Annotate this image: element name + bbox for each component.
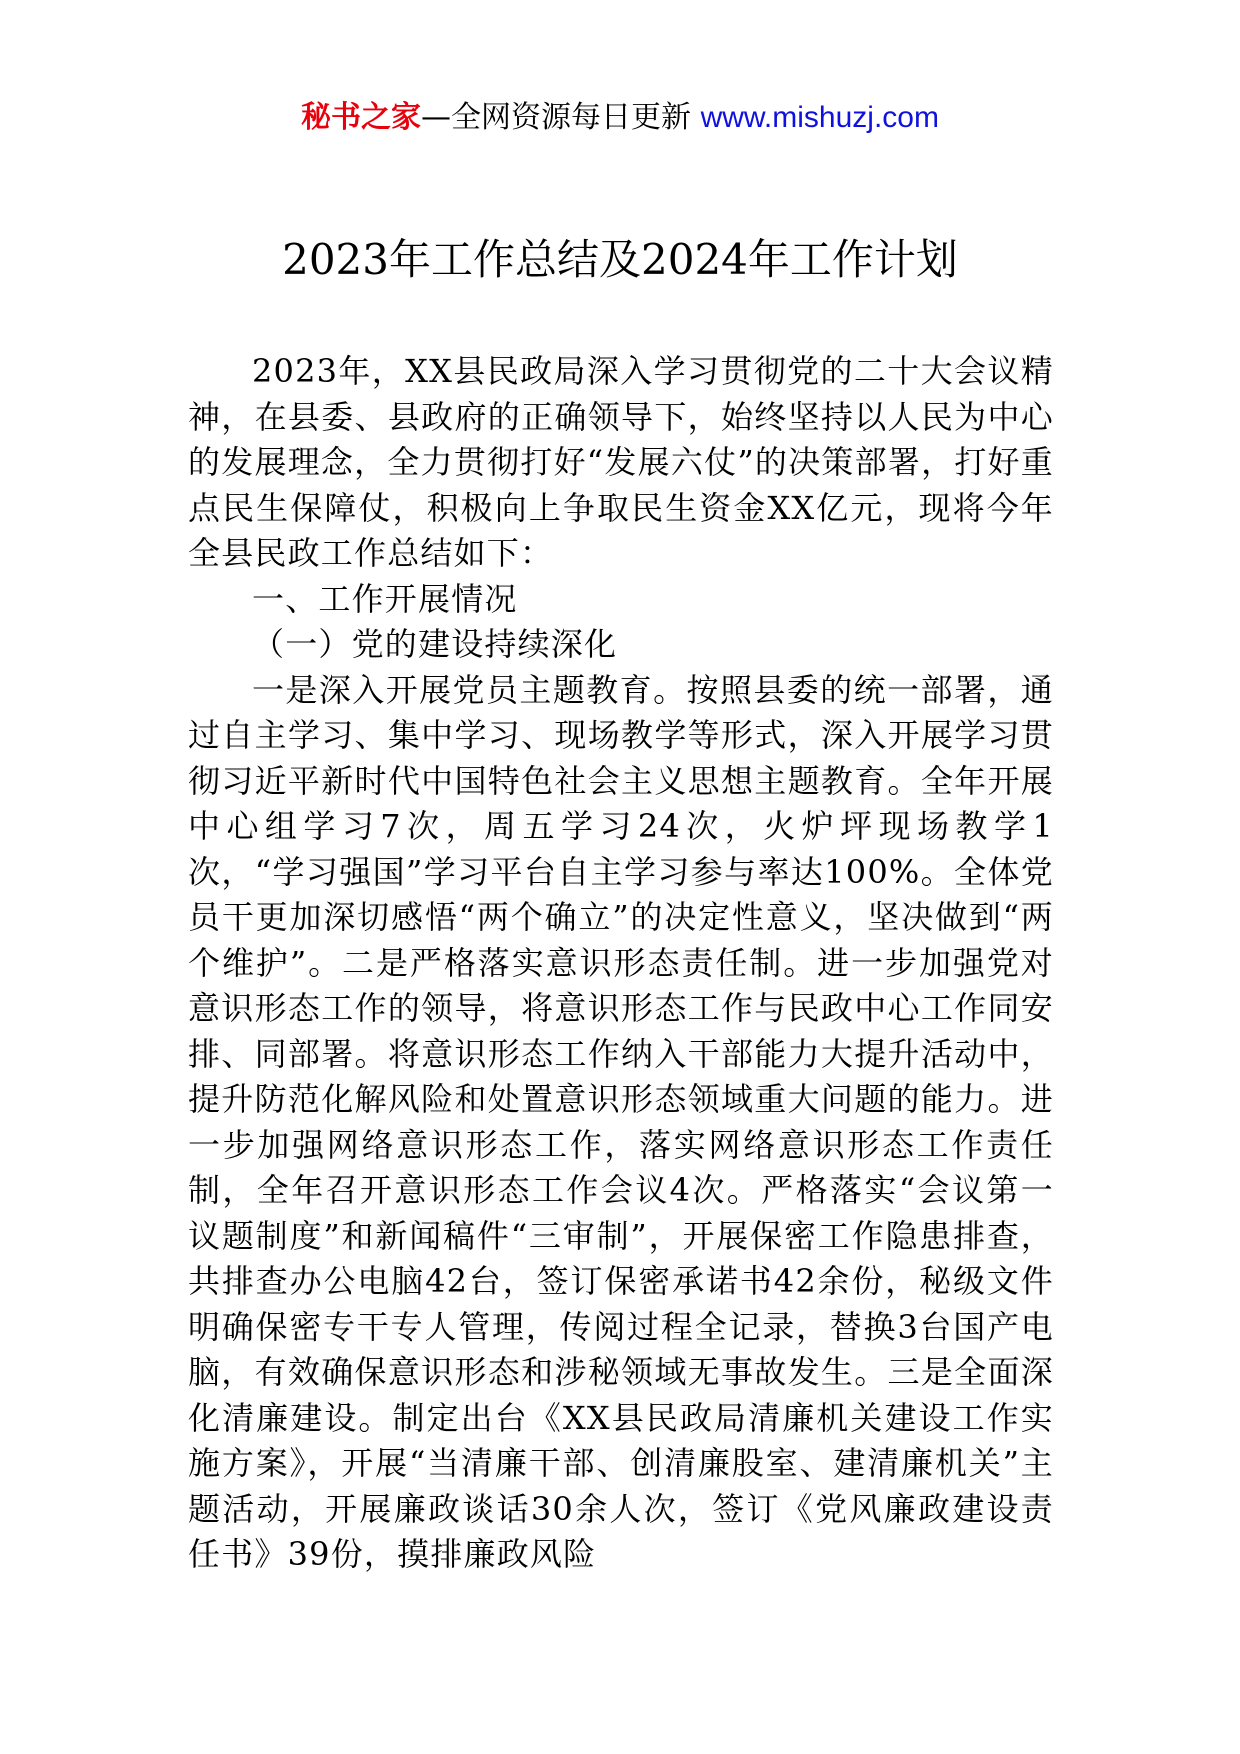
document-title: 2023年工作总结及2024年工作计划 — [282, 235, 958, 284]
site-url-link[interactable]: www.mishuzj.com — [700, 101, 939, 134]
site-brand: 秘书之家 — [301, 100, 422, 135]
document-body — [188, 349, 1054, 1578]
subsection-heading: （一）党的建设持续深化 — [252, 625, 618, 663]
intro-paragraph: 2023年，XX县民政局深入学习贯彻党的二十大会议精神，在县委、县政府的正确领导下，始终坚持以人民为中心的发展理念，全力贯彻打好“发展六仗”的决策部署，打好重点民生保障仗，积极向上争取民生资金XX亿元，现将今年全县民政工作总结如下： — [188, 352, 1054, 572]
site-tagline: —全网资源每日更新 — [421, 100, 692, 135]
site-header — [0, 98, 1240, 138]
body-paragraph: 一是深入开展党员主题教育。按照县委的统一部署，通过自主学习、集中学习、现场教学等形式，深入开展学习贯彻习近平新时代中国特色社会主义思想主题教育。全年开展中心组学习7次，周五学习24次，火炉坪现场教学1次，“学习强国”学习平台自主学习参与率达100%。全体党员干更加深切感悟“两个确立”的决定性意义，坚决做到“两个维护”。二是严格落实意识形态责任制。进一步加强党对意识形态工作的领导，将意识形态工作与民政中心工作同安排、同部署。将意识形态工作纳入干部能力大提升活动中，提升防范化解风险和处置意识形态领域重大问题的能力。进一步加强网络意识形态工作，落实网络意识形态工作责任制，全年召开意识形态工作会议4次。严格落实“会议第一议题制度”和新闻稿件“三审制”，开展保密工作隐患排查，共排查办公电脑42台，签订保密承诺书42余份，秘级文件明确保密专干专人管理，传阅过程全记录，替换3台国产电脑，有效确保意识形态和涉秘领域无事故发生。三是全面深化清廉建设。制定出台《XX县民政局清廉机关建设工作实施方案》，开展“当清廉干部、创清廉股室、建清廉机关”主题活动，开展廉政谈话30余人次，签订《党风廉政建设责任书》39份，摸排廉政风险 — [188, 670, 1054, 1573]
section-heading: 一、工作开展情况 — [252, 579, 518, 618]
